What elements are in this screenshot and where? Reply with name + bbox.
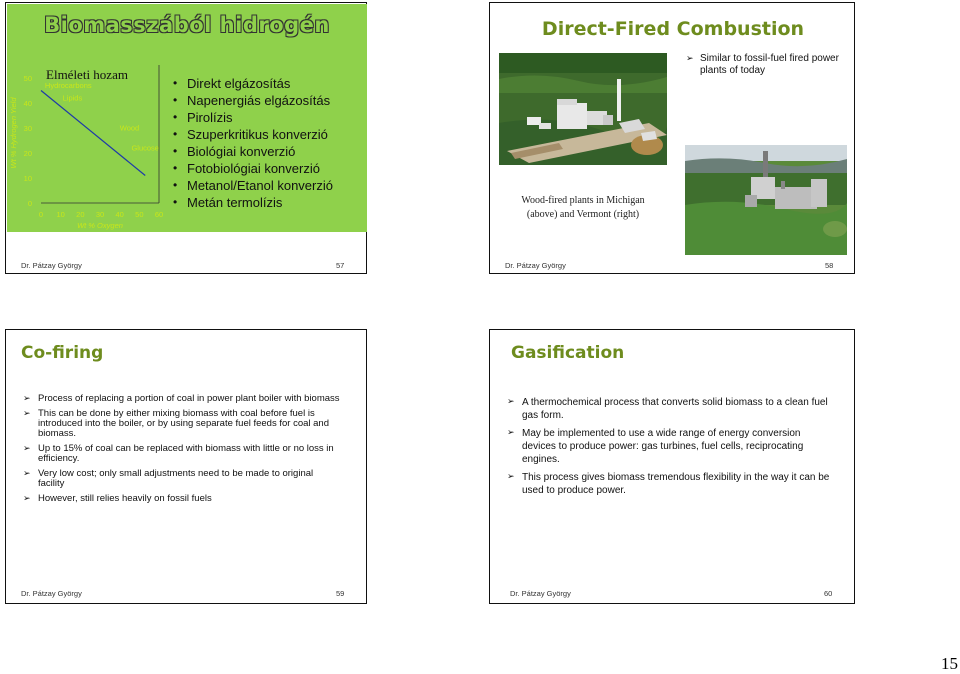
list-item: • Metanol/Etanol konverzió xyxy=(171,177,333,194)
list-item: ➢ Process of replacing a portion of coal in power plant boiler with biomass xyxy=(23,394,341,404)
slide-57-number: 57 xyxy=(336,261,345,270)
page-number: 15 xyxy=(941,654,958,673)
slide-58-bullet-text: Similar to fossil-fuel fired power plants of today xyxy=(700,53,839,76)
slide-59-title: Co-firing xyxy=(21,343,104,363)
slide-59-footer-author: Dr. Pátzay György xyxy=(21,589,82,598)
slide-58 xyxy=(489,2,855,274)
slide-58-number: 58 xyxy=(825,261,834,270)
list-item: ➢ This can be done by either mixing biomass with coal before fuel is introduced into the boiler, or by using separate fuel feeds for coal and biomass. xyxy=(23,409,341,439)
y-tick-label: 10 xyxy=(23,174,32,183)
slide-60 xyxy=(489,329,855,604)
slide-58-bullet xyxy=(686,53,846,77)
list-item: ➢ Up to 15% of coal can be replaced with biomass with little or no loss in efficiency. xyxy=(23,444,341,464)
x-tick-label: 40 xyxy=(115,210,124,219)
chart-title: Elméleti hozam xyxy=(46,67,128,82)
x-tick-label: 60 xyxy=(154,210,164,219)
list-item: ➢ However, still relies heavily on fossil fuels xyxy=(23,494,341,504)
slide-60-footer-author: Dr. Pátzay György xyxy=(510,589,571,598)
x-tick-label: 20 xyxy=(76,210,85,219)
y-tick-label: 40 xyxy=(23,99,32,108)
y-tick-label: 0 xyxy=(27,199,32,208)
slide-60-title: Gasification xyxy=(511,343,625,363)
photo-caption xyxy=(499,194,667,222)
caption-line-2: (above) and Vermont (right) xyxy=(526,209,640,220)
x-axis-label: Wt % Oxygen xyxy=(77,221,123,230)
label-glucose: Glucose xyxy=(131,143,159,153)
slide-59-bullet-list xyxy=(23,394,341,509)
list-item: ➢ May be implemented to use a wide range of energy conversion devices to produce power: gas turbines, fuel cells, reciprocating engines. xyxy=(507,427,837,466)
list-item: • Fotobiológiai konverzió xyxy=(171,160,333,177)
list-item: • Metán termolízis xyxy=(171,194,333,211)
list-item: ➢ Very low cost; only small adjustments need to be made to original facility xyxy=(23,469,341,489)
michigan-plant-photo xyxy=(499,53,667,165)
list-item: • Napenergiás elgázosítás xyxy=(171,92,333,109)
y-tick-labels xyxy=(24,74,32,208)
arrow-bullet-icon: ➢ xyxy=(686,54,694,64)
slide-58-title: Direct-Fired Combustion xyxy=(541,18,805,40)
label-lipids: Lipids xyxy=(62,93,83,103)
vermont-plant-photo xyxy=(685,145,847,255)
list-item: • Szuperkritikus konverzió xyxy=(171,126,333,143)
slide-57-footer-author: Dr. Pátzay György xyxy=(21,261,82,270)
x-tick-label: 50 xyxy=(135,210,144,219)
y-tick-label: 20 xyxy=(23,149,32,158)
slide-58-footer-author: Dr. Pátzay György xyxy=(505,261,566,270)
slide-60-bullet-list xyxy=(507,396,837,502)
x-tick-label: 10 xyxy=(56,210,65,219)
label-wood: Wood xyxy=(119,123,140,133)
slide-57-bullet-list xyxy=(171,75,333,211)
slide-59-number: 59 xyxy=(336,589,345,598)
y-axis-label: Wt % Hydrogen Yield xyxy=(9,97,18,169)
label-hydrocarbons: Hydrocarbons xyxy=(44,81,92,90)
list-item: • Pirolízis xyxy=(171,109,333,126)
slide-57 xyxy=(5,2,367,274)
list-item: ➢ A thermochemical process that converts solid biomass to a clean fuel gas form. xyxy=(507,396,837,422)
x-tick-label: 30 xyxy=(95,210,105,219)
list-item: ➢ This process gives biomass tremendous flexibility in the way it can be used to produce power. xyxy=(507,471,837,497)
list-item: • Biológiai konverzió xyxy=(171,143,333,160)
list-item: • Direkt elgázosítás xyxy=(171,75,333,92)
x-tick-label: 0 xyxy=(38,210,44,219)
x-tick-labels xyxy=(39,210,163,219)
caption-line-1: Wood-fired plants in Michigan xyxy=(521,195,645,206)
y-tick-label: 50 xyxy=(23,74,32,83)
slide-59 xyxy=(5,329,367,604)
slide-57-title: Biomasszából hidrogén xyxy=(44,13,330,37)
hydrogen-yield-line xyxy=(41,91,145,176)
y-tick-label: 30 xyxy=(23,124,32,133)
slide-60-number: 60 xyxy=(824,589,833,598)
